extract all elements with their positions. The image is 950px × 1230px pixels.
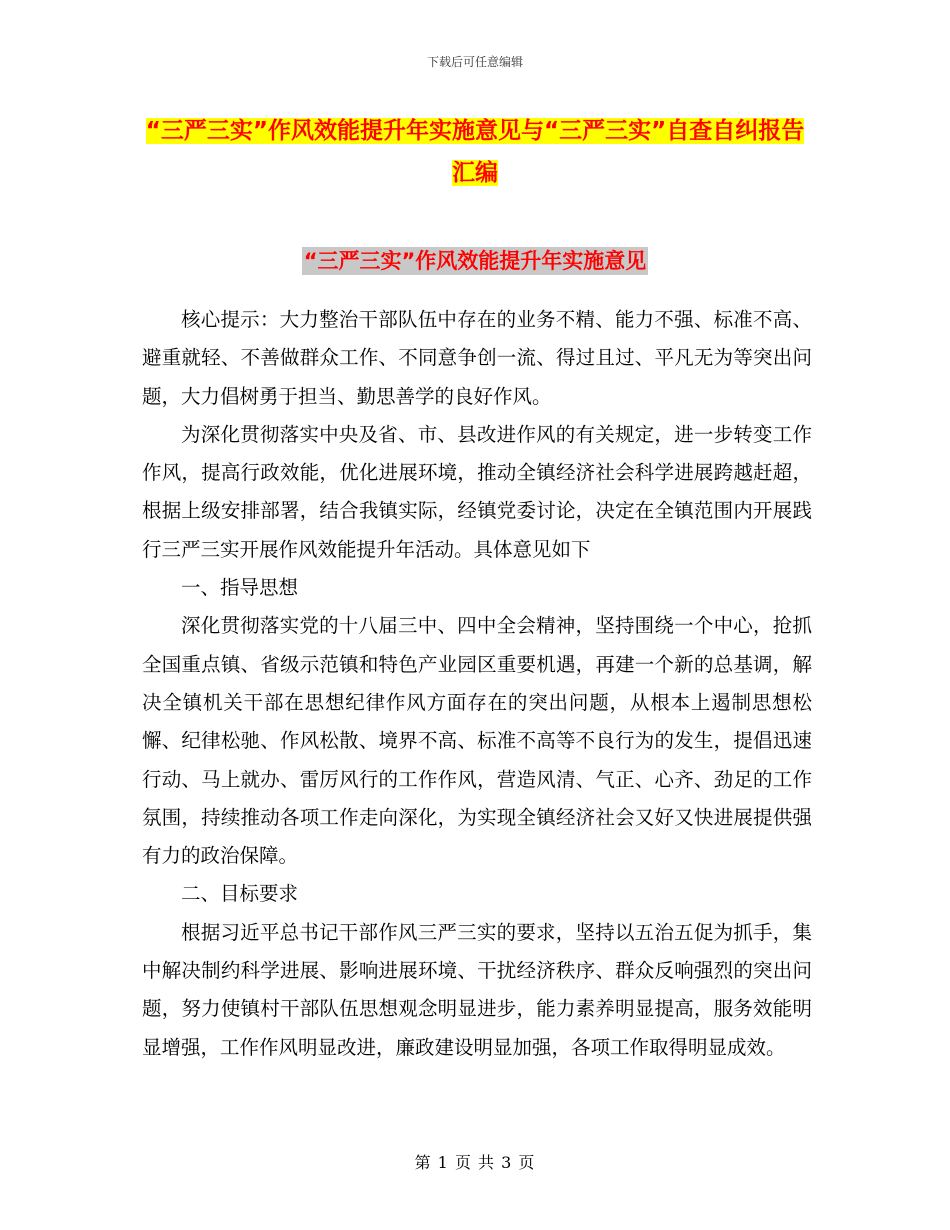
document-body	[142, 301, 812, 1067]
page-number-footer: 第 1 页 共 3 页	[414, 1153, 536, 1172]
paragraph-intro: 为深化贯彻落实中央及省、市、县改进作风的有关规定，进一步转变工作作风，提高行政效能，优化进展环境，推动全镇经济社会科学进展跨越赶超，根据上级安排部署，结合我镇实际，经镇党委讨论，决定在全镇范围内开展践行三严三实开展作风效能提升年活动。具体意见如下	[142, 422, 812, 561]
paragraph-guiding-ideology: 深化贯彻落实党的十八届三中、四中全会精神，坚持围绕一个中心，抢抓全国重点镇、省级示范镇和特色产业园区重要机遇，再建一个新的总基调，解决全镇机关干部在思想纪律作风方面存在的突出问题，从根本上遏制思想松懈、纪律松驰、作风松散、境界不高、标准不高等不良行为的发生，提倡迅速行动、马上就办、雷厉风行的工作作风，营造风清、气正、心齐、劲足的工作氛围，持续推动各项工作走向深化，为实现全镇经济社会又好又快进展提供强有力的政治保障。	[142, 614, 812, 868]
document-title	[140, 110, 810, 194]
document-title-text: “三严三实”作风效能提升年实施意见与“三严三实”自查自纠报告汇编	[145, 118, 805, 186]
paragraph-goals: 根据习近平总书记干部作风三严三实的要求，坚持以五治五促为抓手，集中解决制约科学进展、影响进展环境、干扰经济秩序、群众反响强烈的突出问题，努力使镇村干部队伍思想观念明显进步，能力素养明显提高，服务效能明显增强，工作作风明显改进，廉政建设明显加强，各项工作取得明显成效。	[142, 920, 812, 1059]
heading-guiding-ideology: 一、指导思想	[181, 576, 299, 600]
heading-goals: 二、目标要求	[181, 882, 299, 906]
section-title	[0, 244, 950, 278]
paragraph-core-tip: 核心提示：大力整治干部队伍中存在的业务不精、能力不强、标准不高、避重就轻、不善做群众工作、不同意争创一流、得过且过、平凡无为等突出问题，大力倡树勇于担当、勤思善学的良好作风。	[142, 308, 812, 408]
section-title-text: “三严三实”作风效能提升年实施意见	[303, 249, 647, 273]
header-note: 下载后可任意编辑	[426, 55, 523, 69]
